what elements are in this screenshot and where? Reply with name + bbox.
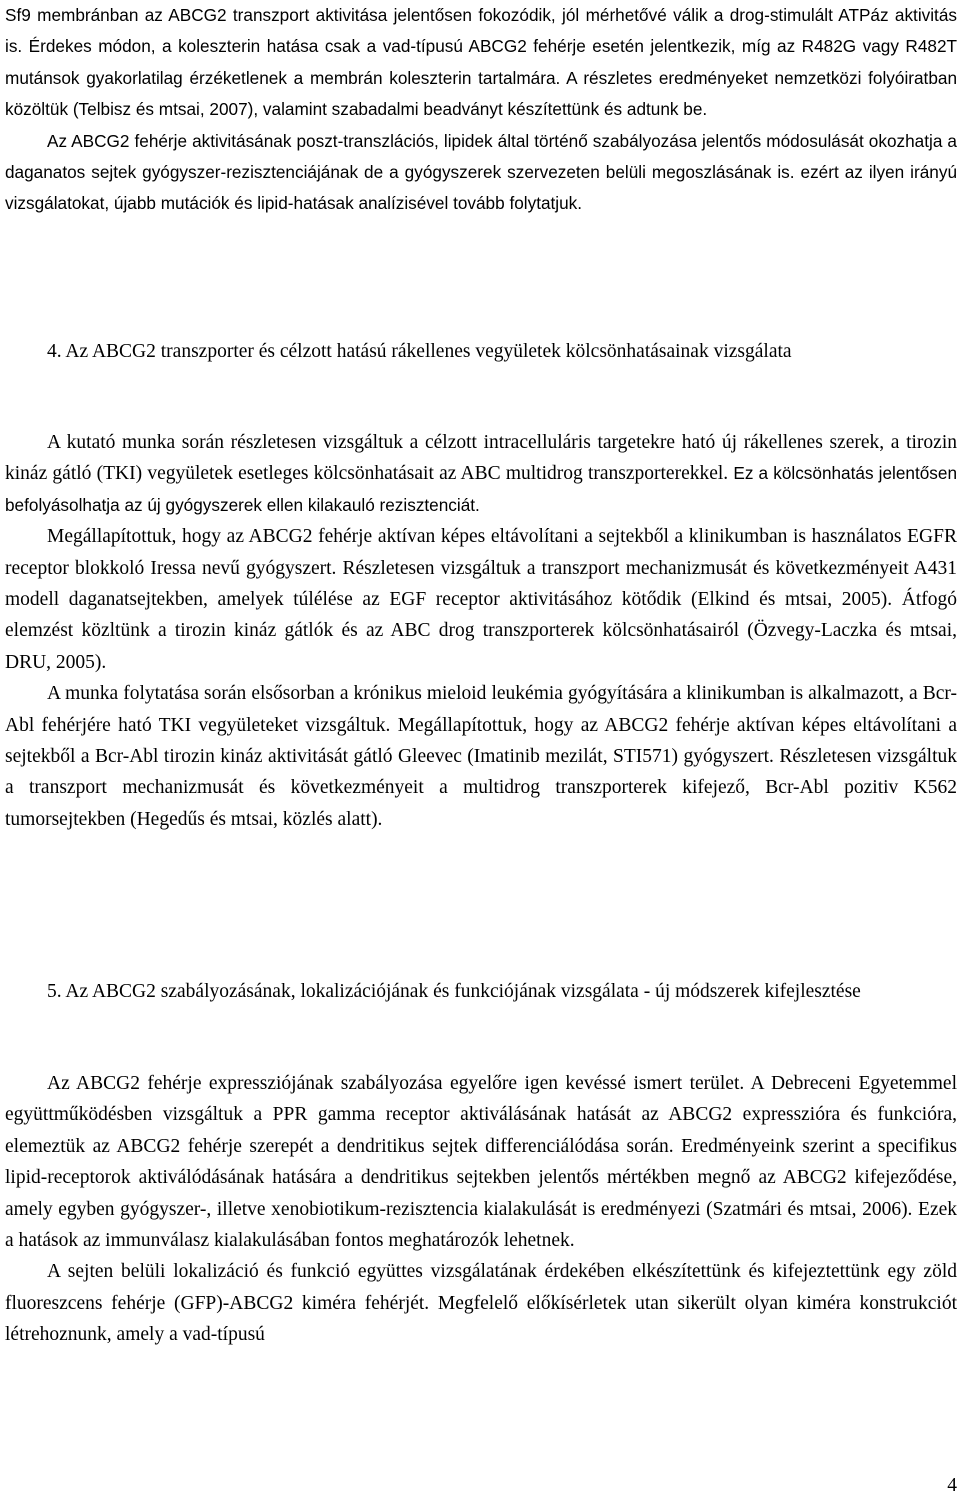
section-4-body (5, 427, 957, 835)
section-4-heading-block (5, 336, 957, 367)
section-4-paragraph-2: Megállapítottuk, hogy az ABCG2 fehérje aktívan képes eltávolítani a sejtekből a klinikumban is használatos EGFR receptor blokkoló Iressa nevű gyógyszert. Részletesen vizsgáltuk a transzport mechanizmusát és következményeit A431 modell daganatsejtekben, amelyek túlélése az EGF receptor aktivitásához kötődik (Elkind és mtsai, 2005). Átfogó elemzést közltünk a tirozin kináz gátlók és az ABC drog transzporterek kölcsönhatásairól (Özvegy-Laczka és mtsai, DRU, 2005). (5, 526, 957, 673)
continued-paragraph-block (5, 0, 957, 220)
section-5-heading: 5. Az ABCG2 szabályozásának, lokalizációjának és funkciójának vizsgálata - új módszerek kifejlesztése (47, 981, 861, 1002)
continued-paragraph-text: Sf9 membránban az ABCG2 transzport aktivitása jelentősen fokozódik, jól mérhetővé válik a drog-stimulált ATPáz aktivitás is. Érdekes módon, a koleszterin hatása csak a vad-típusú ABCG2 fehérje esetén jelentkezik, míg az R482G vagy R482T mutánsok gyakorlatilag érzéketlenek a membrán koleszterin tartalmára. A részletes eredményeket nemzetközi folyóiratban közöltük (Telbisz és mtsai, 2007), valamint szabadalmi beadványt készítettünk és adtunk be. (5, 5, 957, 120)
section-4-paragraph-3: A munka folytatása során elsősorban a krónikus mieloid leukémia gyógyítására a klinikumban is alkalmazott, a Bcr-Abl fehérjére ható TKI vegyületeket vizsgáltuk. Megállapítottuk, hogy az ABCG2 fehérje aktívan képes eltávolítani a sejtekből a Bcr-Abl tirozin kináz aktivitását gátló Gleevec (Imatinib mezilát, STI571) gyógyszert. Részletesen vizsgáltuk a transzport mechanizmusát és következményeit a multidrog transzporterek kifejező, Bcr-Abl pozitiv K562 tumorsejtekben (Hegedűs és mtsai, közlés alatt). (5, 683, 957, 830)
section-5-heading-block (5, 976, 957, 1007)
continued-paragraph (5, 0, 957, 126)
section-5-body (5, 1068, 957, 1351)
lipid-regulation-text: Az ABCG2 fehérje aktivitásának poszt-transzlációs, lipidek által történő szabályozása jelentős módosulását okozhatja a daganatos sejtek gyógyszer-rezisztenciájának de a gyógyszerek szervezeten belüli megoszlásának is. ezért az ilyen irányú vizsgálatokat, újabb mutációk és lipid-hatásak analízisével tovább folytatjuk. (5, 130, 957, 214)
section-4-paragraph-1-sans: Ez a kölcsönhatás jelentősen befolyásolhatja az új gyógyszerek ellen kilakauló rezisztenciát. (5, 463, 958, 515)
page-number: 4 (947, 1475, 957, 1496)
section-5-paragraph-1: Az ABCG2 fehérje expressziójának szabályozása egyelőre igen kevéssé ismert terület. A Debreceni Egyetemmel együttműködésben vizsgáltuk a PPR gamma receptor aktiválásának hatását az ABCG2 expresszióra és funkcióra, elemeztük az ABCG2 fehérje szerepét a dendritikus sejtek differenciálódása során. Eredményeink szerint a specifikus lipid-receptorok aktiválódásának hatására a dendritikus sejtekben jelentős mértékben megnő az ABCG2 kifejeződése, amely egyben gyógyszer-, illetve xenobiotikum-rezisztencia kialakulását is eredményezi (Szatmári és mtsai, 2006). Ezek a hatások az immunválasz kialakulásában fontos meghatározók lehetnek. (5, 1073, 957, 1252)
section-4-heading: 4. Az ABCG2 transzporter és célzott hatású rákellenes vegyületek kölcsönhatásainak vizsgálata (47, 341, 792, 362)
section-5-paragraph-2: A sejten belüli lokalizáció és funkció együttes vizsgálatának érdekében elkészítettünk és kifejeztettünk egy zöld fluoreszcens fehérje (GFP)-ABCG2 kiméra fehérjét. Megfelelő előkísérletek utan sikerült olyan kiméra konstrukciót létrehoznunk, amely a vad-típusú (5, 1261, 957, 1346)
lipid-regulation-paragraph (5, 126, 957, 220)
document-page (5, 0, 957, 1508)
section-4-paragraph-1 (5, 427, 957, 521)
section-4-paragraph-1-serif: A kutató munka során részletesen vizsgáltuk a célzott intracelluláris targetekre ható új rákellenes szerek, a tirozin kináz gátló (TKI) vegyületek esetleges kölcsönhatásait az ABC multidrog transzporterekkel. (5, 432, 957, 485)
